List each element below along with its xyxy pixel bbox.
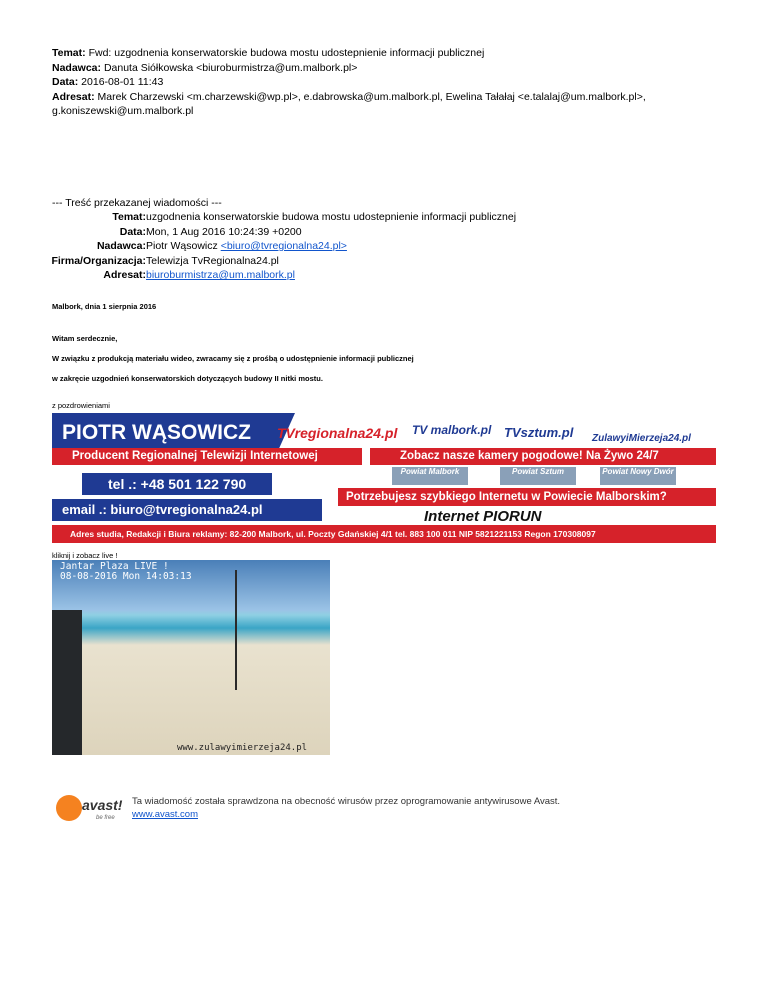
- greeting: Witam serdecznie,: [52, 334, 118, 343]
- sender-row: [52, 61, 732, 76]
- sender-label: Nadawca:: [52, 61, 102, 74]
- fwd-subject-value: uzgodnenia konserwatorskie budowa mostu udostepnienie informacji publicznej: [146, 211, 517, 223]
- banner-email: email .: biuro@tvregionalna24.pl: [52, 499, 322, 521]
- avast-brand: avast!: [82, 797, 123, 813]
- webcam-timestamp: 08-08-2016 Mon 14:03:13: [60, 571, 192, 582]
- webcam-url: www.zulawyimierzeja24.pl: [177, 743, 308, 753]
- live-prompt: kliknij i zobacz live !: [52, 551, 118, 560]
- paragraph-1: W związku z produkcją materiału wideo, zwracamy się z prośbą o udostępnienie informacji publicznej: [52, 354, 414, 363]
- paragraph-2: w zakręcie uzgodnień konserwatorskich dotyczących budowy II nitki mostu.: [52, 374, 323, 383]
- banner-cameras: Zobacz nasze kamery pogodowe! Na Żywo 24/7: [370, 448, 716, 465]
- avast-icon: [56, 795, 82, 821]
- avast-tagline: be free: [96, 815, 115, 821]
- fwd-subject-label: Temat:: [112, 211, 146, 223]
- to-label: Adresat:: [52, 90, 95, 103]
- logo-tvsztum: TVsztum.pl: [504, 425, 574, 440]
- date-label: Data:: [52, 76, 79, 88]
- date-row: [52, 75, 732, 90]
- banner-address: Adres studia, Redakcji i Biura reklamy: 82-200 Malbork, ul. Poczty Gdańskiej 4/1 tel. 883 100 011 NIP 5821221153 Regon 170308097: [52, 525, 716, 543]
- banner-tagline: Producent Regionalnej Telewizji Internetowej: [52, 448, 362, 465]
- banner-phone: tel .: +48 501 122 790: [82, 473, 272, 495]
- thumb-malbork[interactable]: Powiat Malbork: [392, 467, 468, 485]
- fwd-org-label: Firma/Organizacja:: [51, 254, 146, 267]
- avast-link[interactable]: www.avast.com: [132, 808, 198, 820]
- fwd-sender-email-link[interactable]: <biuro@tvregionalna24.pl>: [220, 240, 347, 252]
- logo-tvregionalna: TVregionalna24.pl: [277, 425, 398, 441]
- fwd-date-label: Data:: [119, 225, 146, 238]
- fwd-to-link[interactable]: biuroburmistrza@um.malbork.pl: [146, 269, 295, 281]
- fwd-to-label: Adresat:: [103, 269, 146, 281]
- avast-note: [132, 796, 560, 821]
- date-value: 2016-08-01 11:43: [78, 76, 164, 88]
- fwd-org-value: Telewizja TvRegionalna24.pl: [146, 254, 279, 267]
- regards: z pozdrowieniami: [52, 401, 110, 410]
- subject-value: Fwd: uzgodnenia konserwatorskie budowa mostu udostepnienie informacji publicznej: [85, 47, 485, 59]
- webcam-title: Jantar Plaza LIVE !: [60, 561, 169, 572]
- place-date: Malbork, dnia 1 sierpnia 2016: [52, 302, 157, 311]
- fwd-date-value: Mon, 1 Aug 2016 10:24:39 +0200: [146, 225, 302, 238]
- forward-separator: --- Treść przekazanej wiadomości ---: [52, 197, 222, 209]
- webcam-dark-structure: [52, 610, 82, 755]
- fwd-sender-value: [146, 239, 347, 254]
- banner-name: PIOTR WĄSOWICZ: [52, 413, 277, 453]
- logo-zulawy: ZulawyiMierzeja24.pl: [592, 433, 691, 444]
- fwd-sender-name: Piotr Wąsowicz: [146, 240, 221, 252]
- avast-logo[interactable]: [52, 793, 124, 825]
- banner-internet-question: Potrzebujesz szybkiego Internetu w Powiecie Malborskim?: [338, 488, 716, 506]
- email-header: [52, 46, 732, 119]
- avast-message: Ta wiadomość została sprawdzona na obecność wirusów przez oprogramowanie antywirusowe Avast.: [132, 796, 561, 807]
- to-row: [52, 90, 732, 105]
- thumb-nowy-dwor[interactable]: Powiat Nowy Dwór: [600, 467, 676, 485]
- fwd-sender-label: Nadawca:: [96, 240, 146, 252]
- banner-internet-brand: Internet PIORUN: [424, 508, 542, 525]
- to-row-continued: g.koniszewski@um.malbork.pl: [52, 105, 194, 117]
- webcam-pole: [235, 570, 237, 690]
- subject-row: [52, 46, 732, 61]
- subject-label: Temat:: [52, 47, 86, 59]
- sender-value: Danuta Siółkowska <biuroburmistrza@um.malbork.pl>: [101, 61, 358, 74]
- logo-tvmalbork: TV malbork.pl: [412, 423, 492, 437]
- signature-banner[interactable]: [52, 413, 716, 543]
- webcam-image[interactable]: [52, 560, 330, 755]
- to-value: Marek Charzewski <m.charzewski@wp.pl>, e.dabrowska@um.malbork.pl, Ewelina Tałałaj <e.talalaj@um.malbork.pl>,: [94, 90, 646, 103]
- thumb-sztum[interactable]: Powiat Sztum: [500, 467, 576, 485]
